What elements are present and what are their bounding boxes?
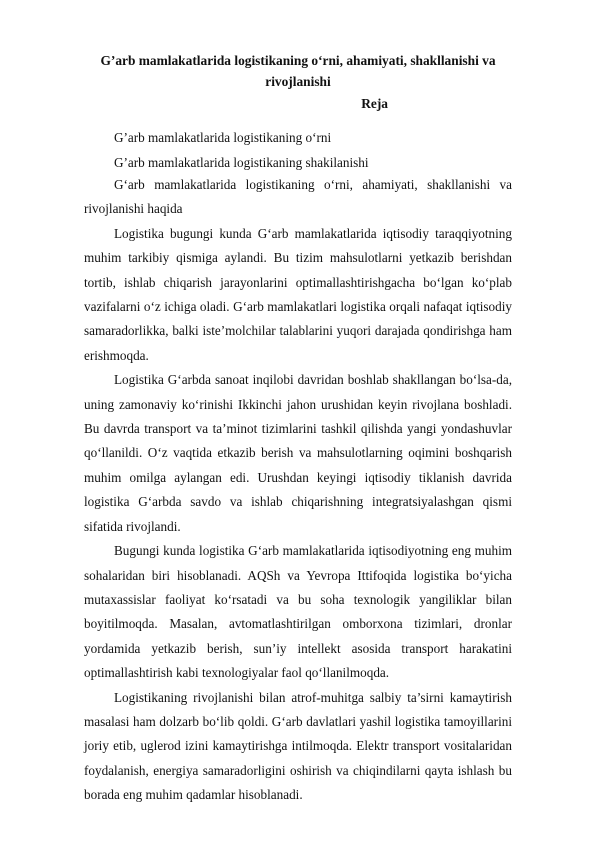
document-body xyxy=(84,173,512,808)
plan-item: G’arb mamlakatlarida logistikaning o‘rni xyxy=(114,130,332,145)
body-paragraph: Logistika bugungi kunda G‘arb mamlakatlarida iqtisodiy taraqqiyotning muhim tarkibiy qismiga aylandi. Bu tizim mahsulotlarni yetkazib berishdan tortib, ishlab chiqarish jarayonlarini optimallashtirishgacha bo‘lgan ko‘plab vazifalarni o‘z ichiga oladi. G‘arb mamlakatlari logistika orqali nafaqat iqtisodiy samaradorlikka, balki iste’molchilar talablarini yuqori darajada qondirishga ham erishmoqda. xyxy=(84,225,512,363)
plan-heading: Reja xyxy=(361,96,388,111)
body-paragraph: Bugungi kunda logistika G‘arb mamlakatlarida iqtisodiyotning eng muhim sohalaridan biri hisoblanadi. AQSh va Yevropa Ittifoqida logistika bo‘yicha mutaxassislar faoliyat ko‘rsatadi va bu soha texnologik yangiliklar bilan boyitilmoqda. Masalan, avtomatlashtirilgan omborxona tizimlari, dronlar yordamida yetkazib berish, sun’iy intellekt asosida transport harakatini optimallashtirish kabi texnologiyalar faol qo‘llanilmoqda. xyxy=(84,543,512,681)
document-title: G’arb mamlakatlarida logistikaning o‘rni, ahamiyati, shakllanishi va rivojlanishi xyxy=(100,53,496,89)
body-paragraph: Logistika G‘arbda sanoat inqilobi davridan boshlab shakllangan bo‘lsa-da, uning zamonaviy ko‘rinishi Ikkinchi jahon urushidan keyin rivojlana boshladi. Bu davrda transport va ta’minot tizimlarini tashkil qilishda yangi yondashuvlar qo‘llanildi. O‘z vaqtida etkazib berish va mahsulotlarning oqimini boshqarish muhim omilga aylangan edi. Urushdan keyingi iqtisodiy tiklanish davrida logistika G‘arbda savdo va ishlab chiqarishning integratsiyalashgan qismi sifatida rivojlandi. xyxy=(84,372,512,534)
section-heading-paragraph: G‘arb mamlakatlarida logistikaning o‘rni, ahamiyati, shakllanishi va rivojlanishi haqida xyxy=(84,177,512,217)
body-paragraph: Logistikaning rivojlanishi bilan atrof-muhitga salbiy ta’sirni kamaytirish masalasi ham dolzarb bo‘lib qoldi. G‘arb davlatlari yashil logistika tamoyillarini joriy etib, uglerod izini kamaytirishga intilmoqda. Elektr transport vositalaridan foydalanish, energiya samaradorligini oshirish va chiqindilarni qayta ishlash bu borada eng muhim qadamlar hisoblanadi. xyxy=(84,689,512,803)
plan-item: G’arb mamlakatlarida logistikaning shakilanishi xyxy=(114,155,369,170)
plan-list xyxy=(114,125,534,175)
